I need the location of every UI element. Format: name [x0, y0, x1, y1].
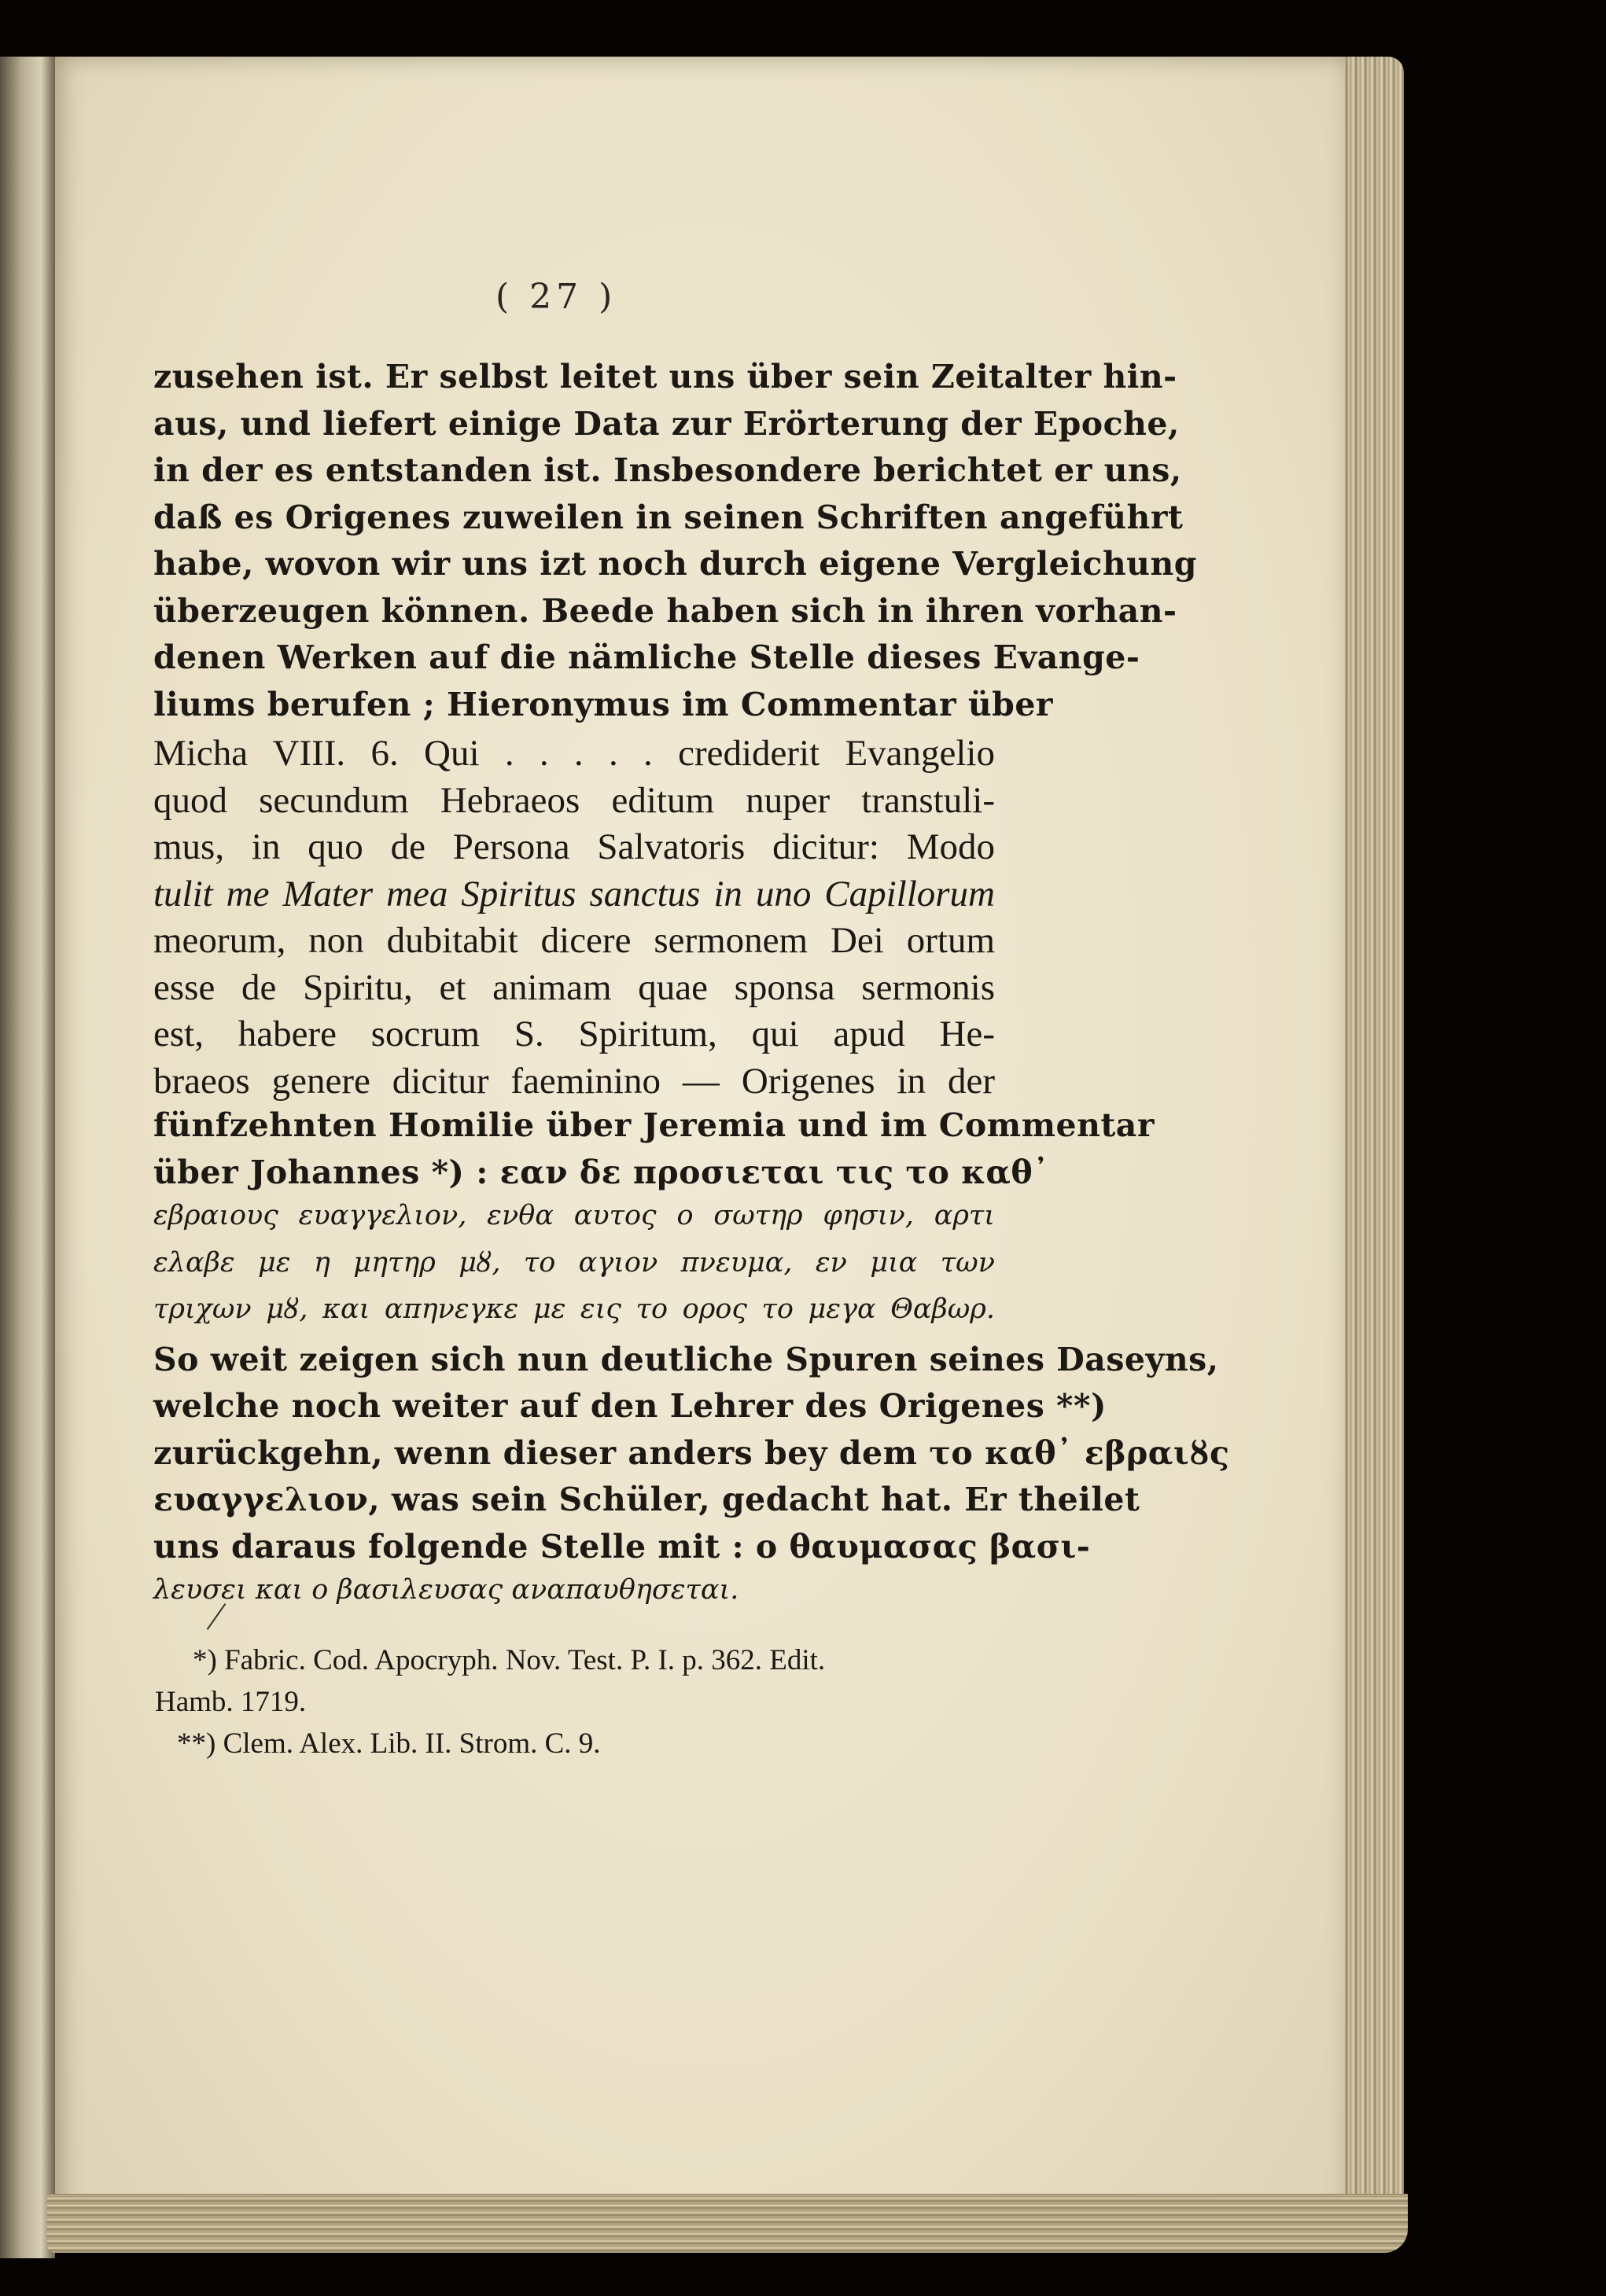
text-line: denen Werken auf die nämliche Stelle dieses Evange- — [153, 638, 1140, 676]
text-line: aus, und liefert einige Data zur Erörterung der Epoche, — [153, 404, 1180, 443]
text-line: zurückgehn, wenn dieser anders bey dem το καθ᾽ εβραιȣς — [153, 1433, 1230, 1472]
text-line: So weit zeigen sich nun deutliche Spuren seines Daseyns, — [153, 1340, 1219, 1378]
text-line: meorum, non dubitabit dicere sermonem Dei ortum — [153, 920, 995, 961]
text-line: tulit me Mater mea Spiritus sanctus in uno Capillorum — [153, 873, 995, 914]
footnote-2: **) Clem. Alex. Lib. II. Strom. C. 9. — [177, 1728, 601, 1760]
text-line: τριχων μȣ, και απηνεγκε με εις το ορος το μεγα Θαβωρ. — [153, 1293, 995, 1325]
text-line: liums berufen ; Hieronymus im Commentar über — [153, 685, 1054, 723]
text-line: über Johannes *) : εαν δε προσιεται τις το καθ᾽ — [153, 1153, 1050, 1191]
text-line: welche noch weiter auf den Lehrer des Origenes **) — [153, 1387, 1107, 1425]
text-line: uns daraus folgende Stelle mit : ο θαυμασας βασι- — [153, 1527, 1091, 1566]
text-line: überzeugen können. Beede haben sich in ihren vorhan- — [153, 591, 1177, 630]
text-line: braeos genere dicitur faeminino — Origenes in der — [153, 1060, 995, 1102]
text-line: Micha VIII. 6. Qui . . . . . crediderit Evangelio — [153, 733, 995, 774]
text-line: est, habere socrum S. Spiritum, qui apud He- — [153, 1014, 995, 1054]
facing-page-edge — [0, 57, 55, 2258]
text-line: habe, wovon wir uns izt noch durch eigene Vergleichung — [153, 545, 1197, 583]
footnote-1-continued: Hamb. 1719. — [155, 1686, 307, 1718]
text-line: quod secundum Hebraeos editum nuper transtuli- — [153, 779, 995, 821]
text-line: esse de Spiritu, et animam quae sponsa sermonis — [153, 966, 995, 1008]
text-line: λευσει και ο βασιλευσας αναπαυθησεται. — [153, 1574, 739, 1606]
text-line: ευαγγελιον, was sein Schüler, gedacht hat. Er theilet — [153, 1481, 1140, 1518]
text-line: mus, in quo de Persona Salvatoris dicitur: Modo — [153, 826, 995, 867]
text-line: fünfzehnten Homilie über Jeremia und im Commentar — [153, 1106, 1155, 1144]
text-line: in der es entstanden ist. Insbesondere berichtet er uns, — [153, 451, 1182, 489]
text-line: ελαβε με η μητηρ μȣ, το αγιον πνευμα, εν μια των — [153, 1246, 995, 1279]
text-line: εβραιους ευαγγελιον, ενθα αυτος ο σωτηρ φησιν, αρτι — [153, 1200, 995, 1231]
page-number: ( 27 ) — [495, 277, 617, 317]
text-line: zusehen ist. Er selbst leitet uns über sein Zeitalter hin- — [153, 358, 1177, 396]
footnote-1: *) Fabric. Cod. Apocryph. Nov. Test. P. I. p. 362. Edit. — [193, 1644, 826, 1676]
page-bottom-edge — [47, 2194, 1408, 2253]
text-line: daß es Origenes zuweilen in seinen Schriften angeführt — [153, 498, 1184, 536]
